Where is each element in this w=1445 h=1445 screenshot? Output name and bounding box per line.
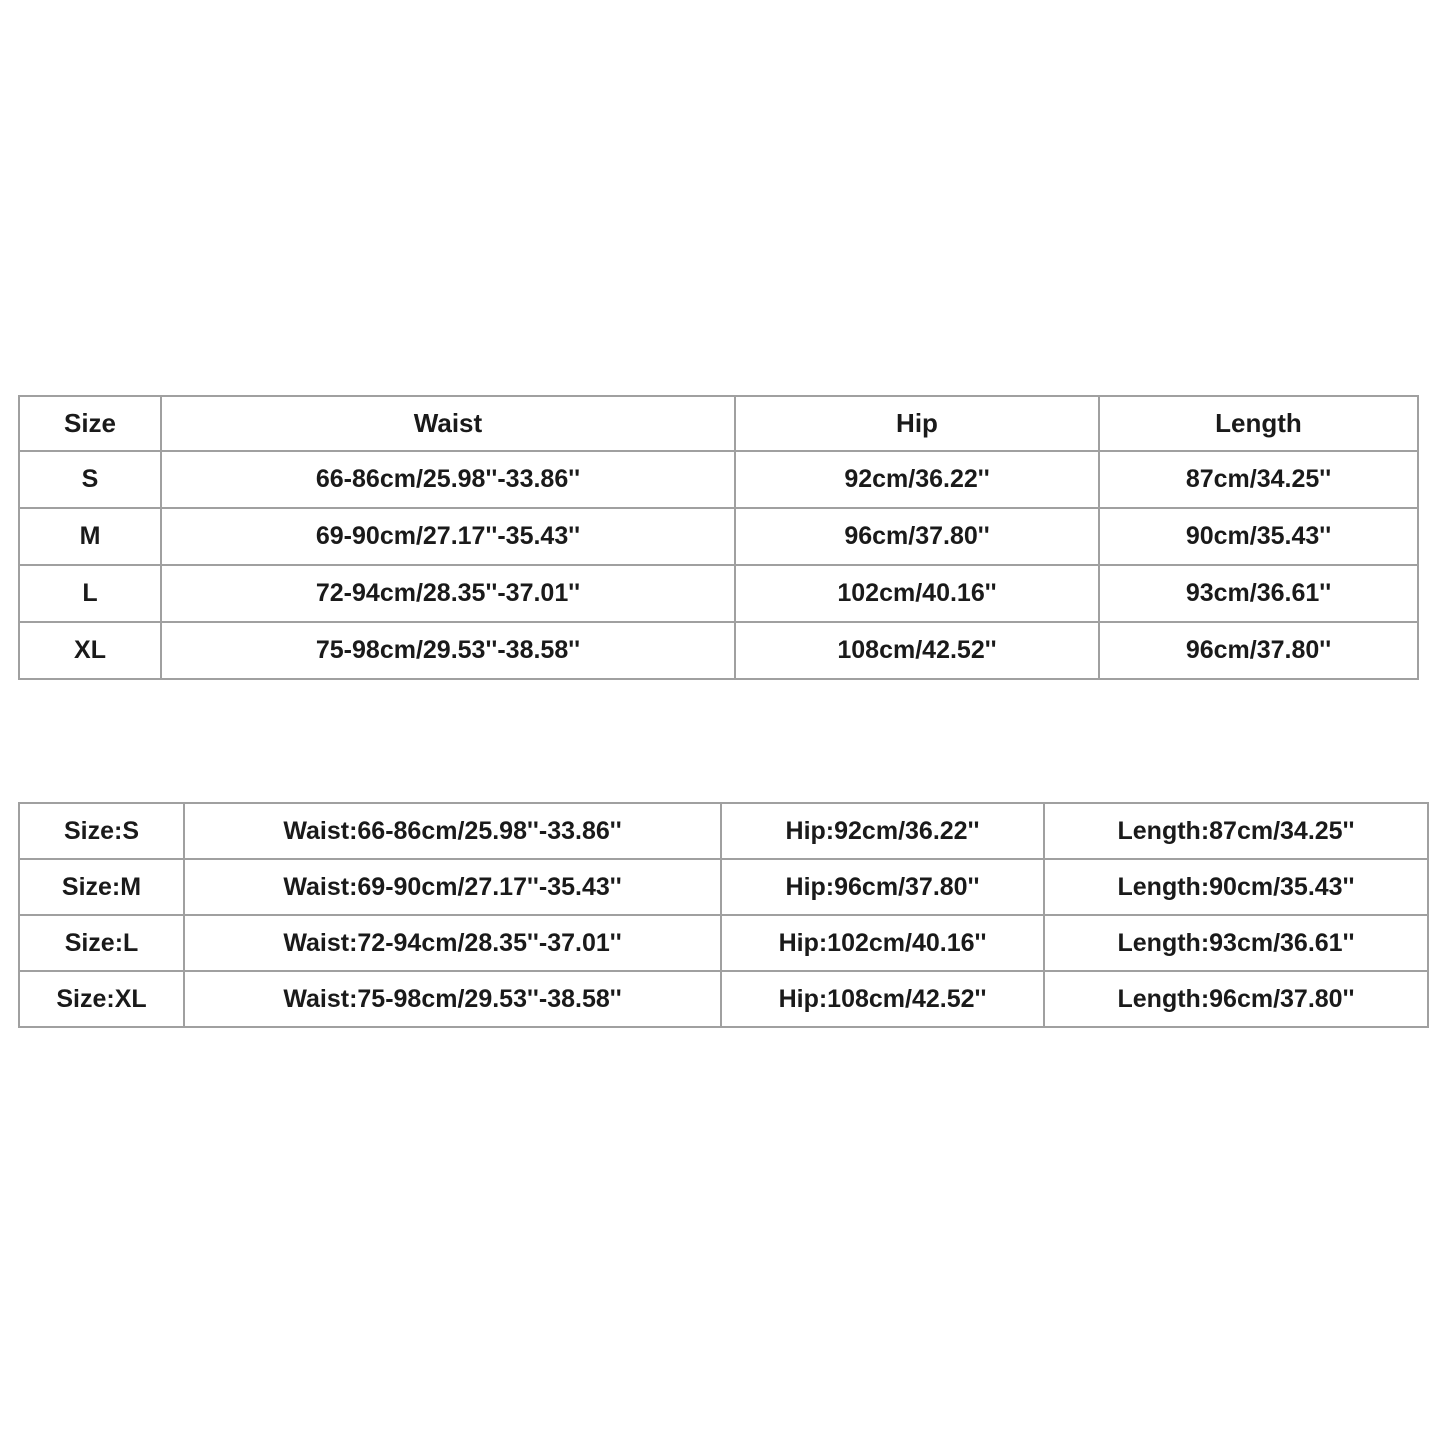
cell-hip: Hip:102cm/40.16'' (721, 915, 1044, 971)
cell-waist: Waist:75-98cm/29.53''-38.58'' (184, 971, 721, 1027)
header-row (19, 396, 1418, 451)
header-cell-hip: Hip (735, 396, 1099, 451)
cell-length: Length:96cm/37.80'' (1044, 971, 1428, 1027)
cell-size: Size:XL (19, 971, 184, 1027)
header-cell-length: Length (1099, 396, 1418, 451)
cell-hip: 96cm/37.80'' (735, 508, 1099, 565)
cell-waist: 72-94cm/28.35''-37.01'' (161, 565, 735, 622)
cell-waist: Waist:72-94cm/28.35''-37.01'' (184, 915, 721, 971)
cell-waist: Waist:69-90cm/27.17''-35.43'' (184, 859, 721, 915)
cell-length: Length:93cm/36.61'' (1044, 915, 1428, 971)
table-row-m (19, 508, 1418, 565)
size-chart-table-with-headers (18, 395, 1419, 680)
table-row-s (19, 451, 1418, 508)
cell-hip: 92cm/36.22'' (735, 451, 1099, 508)
cell-hip: 108cm/42.52'' (735, 622, 1099, 679)
table-row-s (19, 803, 1428, 859)
cell-size: M (19, 508, 161, 565)
cell-hip: Hip:108cm/42.52'' (721, 971, 1044, 1027)
header-cell-size: Size (19, 396, 161, 451)
size-chart-table-label-value (18, 802, 1429, 1028)
cell-hip: 102cm/40.16'' (735, 565, 1099, 622)
cell-length: 90cm/35.43'' (1099, 508, 1418, 565)
cell-length: Length:90cm/35.43'' (1044, 859, 1428, 915)
table-row-m (19, 859, 1428, 915)
cell-hip: Hip:92cm/36.22'' (721, 803, 1044, 859)
cell-waist: Waist:66-86cm/25.98''-33.86'' (184, 803, 721, 859)
cell-length: 96cm/37.80'' (1099, 622, 1418, 679)
cell-size: S (19, 451, 161, 508)
header-cell-waist: Waist (161, 396, 735, 451)
cell-size: L (19, 565, 161, 622)
cell-waist: 66-86cm/25.98''-33.86'' (161, 451, 735, 508)
cell-size: Size:M (19, 859, 184, 915)
cell-length: 87cm/34.25'' (1099, 451, 1418, 508)
cell-length: 93cm/36.61'' (1099, 565, 1418, 622)
table-row-xl (19, 971, 1428, 1027)
table-row-l (19, 565, 1418, 622)
cell-hip: Hip:96cm/37.80'' (721, 859, 1044, 915)
cell-size: Size:L (19, 915, 184, 971)
cell-waist: 69-90cm/27.17''-35.43'' (161, 508, 735, 565)
cell-length: Length:87cm/34.25'' (1044, 803, 1428, 859)
table-row-l (19, 915, 1428, 971)
cell-size: XL (19, 622, 161, 679)
cell-size: Size:S (19, 803, 184, 859)
table-row-xl (19, 622, 1418, 679)
cell-waist: 75-98cm/29.53''-38.58'' (161, 622, 735, 679)
